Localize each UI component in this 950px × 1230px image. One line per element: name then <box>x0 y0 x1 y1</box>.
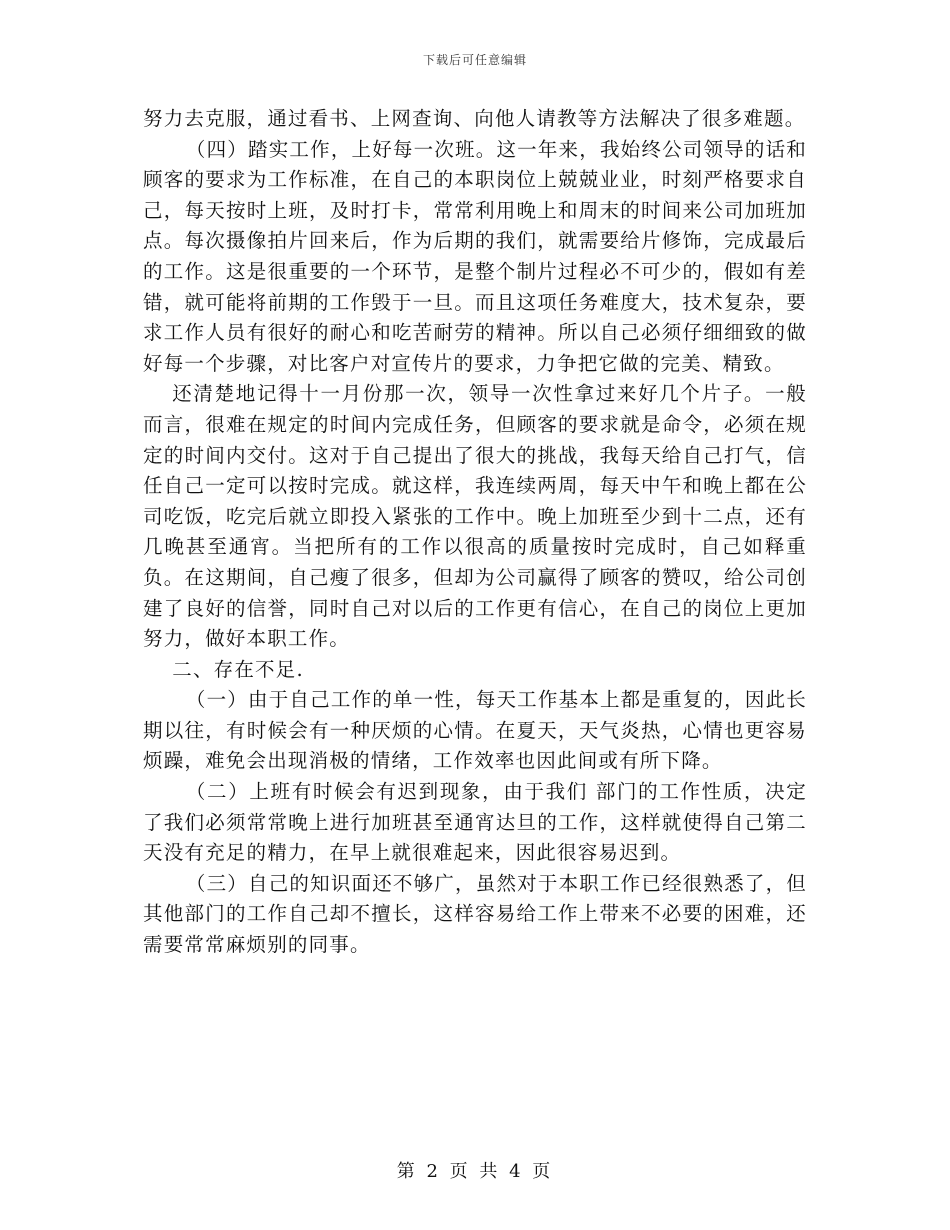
paragraph-shortcoming-two: （二）上班有时候会有迟到现象，由于我们 部门的工作性质，决定了我们必须常常晚上进行加班甚至通宵达旦的工作，这样就使得自己第二天没有充足的精力，在早上就很难起来，因此很容易迟到。 <box>143 780 807 865</box>
paragraph-continuation: 努力去克服，通过看书、上网查询、向他人请教等方法解决了很多难题。 <box>143 107 806 130</box>
paragraph-november-story: 还清楚地记得十一月份那一次，领导一次性拿过来好几个片子。一般而言，很难在规定的时间内完成任务，但顾客的要求就是命令，必须在规定的时间内交付。这对于自己提出了很大的挑战，我每天给自己打气，信任自己一定可以按时完成。就这样，我连续两周，每天中午和晚上都在公司吃饭，吃完后就立即投入紧张的工作中。晚上加班至少到十二点，还有几晚甚至通宵。当把所有的工作以很高的质量按时完成时，自己如释重负。在这期间，自己瘦了很多，但却为公司赢得了顾客的赞叹，给公司创建了良好的信誉，同时自己对以后的工作更有信心，在自己的岗位上更加努力，做好本职工作。 <box>143 382 807 651</box>
page-footer: 第 2 页 共 4 页 <box>396 1161 554 1182</box>
page-header: 下载后可任意编辑 <box>422 53 527 67</box>
paragraph-section-four: （四）踏实工作，上好每一次班。这一年来，我始终公司领导的话和顾客的要求为工作标准，在自己的本职岗位上兢兢业业，时刻严格要求自己，每天按时上班，及时打卡，常常利用晚上和周末的时间来公司加班加点。每次摄像拍片回来后，作为后期的我们，就需要给片修饰，完成最后的工作。这是很重要的一个环节，是整个制片过程必不可少的，假如有差错，就可能将前期的工作毁于一旦。而且这项任务难度大，技术复杂，要求工作人员有很好的耐心和吃苦耐劳的精神。所以自己必须仔细细致的做好每一个步骤，对比客户对宣传片的要求，力争把它做的完美、精致。 <box>143 137 807 375</box>
paragraph-shortcoming-three: （三）自己的知识面还不够广，虽然对于本职工作已经很熟悉了，但其他部门的工作自己却不擅长，这样容易给工作上带来不必要的困难，还需要常常麻烦别的同事。 <box>143 871 807 957</box>
section-heading-shortcomings: 二、存在不足. <box>172 657 304 681</box>
paragraph-shortcoming-one: （一）由于自己工作的单一性，每天工作基本上都是重复的，因此长期以往，有时候会有一种厌烦的心情。在夏天，天气炎热，心情也更容易烦躁，难免会出现消极的情绪，工作效率也因此间或有所下降。 <box>143 688 807 773</box>
document-body <box>143 104 807 961</box>
